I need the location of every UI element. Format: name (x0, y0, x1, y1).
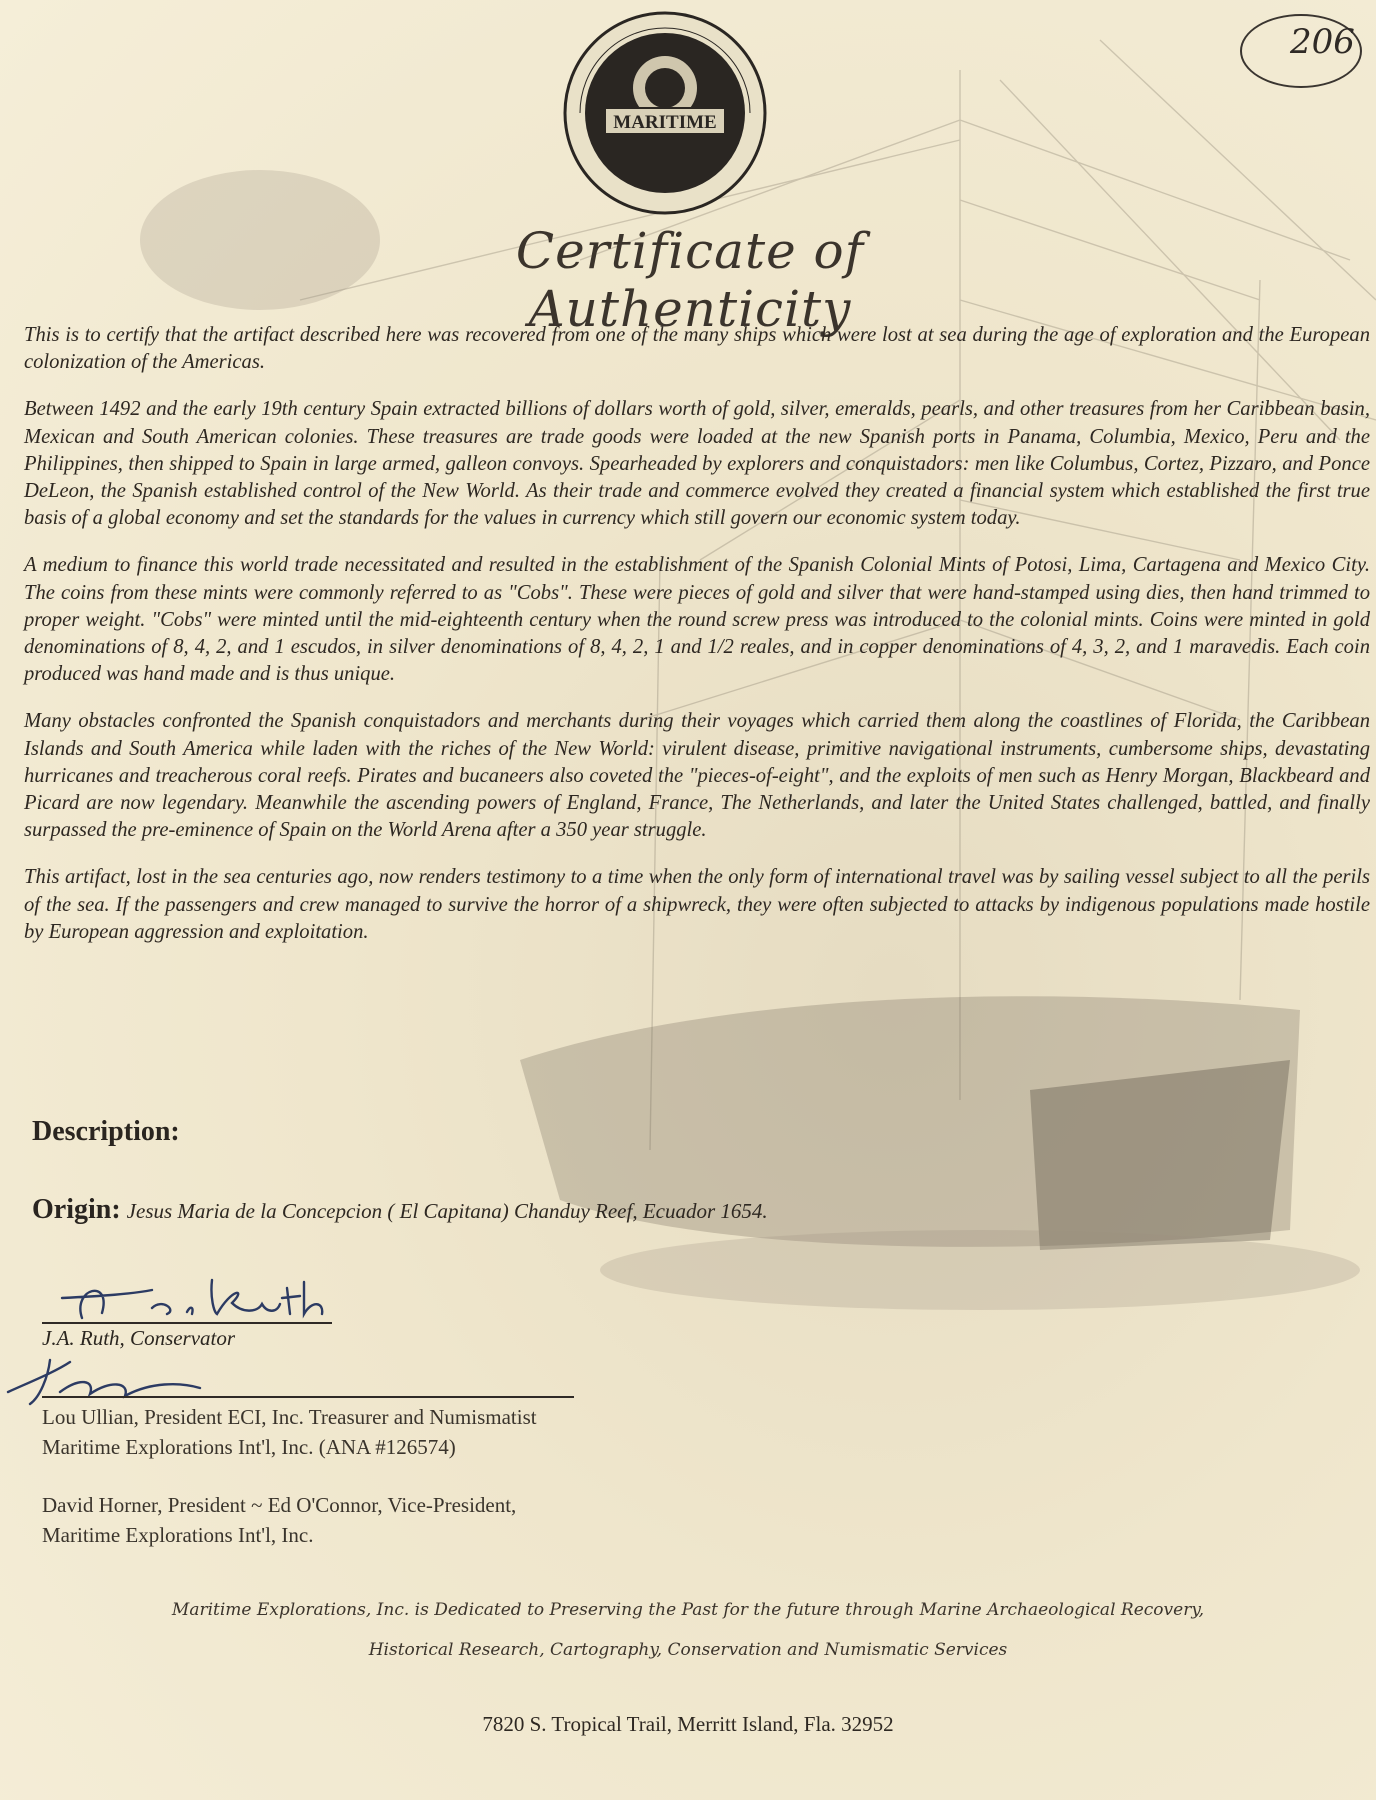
officers-block (42, 1490, 516, 1550)
signer-ullian-title: Lou Ullian, President ECI, Inc. Treasurer and Numismatist (42, 1405, 537, 1429)
signer-ullian-block (42, 1402, 537, 1462)
paragraph-mints: A medium to finance this world trade necessitated and resulted in the establishment of the Spanish Colonial Mints of Potosi, Lima, Cartagena and Mexico City. The coins from these mints were commonly referred to as "Cobs". These were pieces of gold and silver that were hand-stamped using dies, then hand trimmed to proper weight. "Cobs" were minted until the mid-eighteenth century when the round screw press was introduced to the colonial mints. Coins were minted in gold denominations of 8, 4, 2, and 1 escudos, in silver denominations of 8, 4, 2, 1 and 1/2 reales, and in copper denominations of 4, 3, 2, and 1 maravedis. Each coin produced was hand made and is thus unique. (24, 554, 1370, 686)
paragraph-history: Between 1492 and the early 19th century Spain extracted billions of dollars worth of gold, silver, emeralds, pearls, and other treasures from her Caribbean basin, Mexican and South American colonies. These treasures are trade goods were loaded at the new Spanish ports in Panama, Columbia, Mexico, Peru and the Philippines, then shipped to Spain in large armed, galleon convoys. Spearheaded by explorers and conquistadors: men like Columbus, Cortez, Pizzaro, and Ponce DeLeon, the Spanish established control of the New World. As their trade and commerce evolved they created a financial system which established the first true basis of a global economy and set the standards for the values in currency which still govern our economic system today. (24, 398, 1370, 530)
officers-names: David Horner, President ~ Ed O'Connor, Vice-President, (42, 1493, 517, 1517)
signature-line-ruth (42, 1322, 332, 1324)
document-number: 206 (1290, 22, 1355, 62)
footer-line-2: Historical Research, Cartography, Conservation and Numismatic Services (368, 1640, 1008, 1660)
origin-row (32, 1194, 768, 1226)
certificate-title: Certificate of Authenticity (515, 222, 865, 338)
paragraph-artifact: This artifact, lost in the sea centuries ago, now renders testimony to a time when the only form of international travel was by sailing vessel subject to all the perils of the sea. If the passengers and crew managed to survive the horror of a shipwreck, they were often subjected to attacks by indigenous populations made hostile by European aggression and exploitation. (24, 866, 1370, 943)
paragraph-intro: This is to certify that the artifact described here was recovered from one of the many ships which were lost at sea during the age of exploration and the European colonization of the Americas. (24, 324, 1370, 374)
signature-line-ullian (42, 1396, 574, 1398)
footer-line-1: Maritime Explorations, Inc. is Dedicated to Preserving the Past for the future through Marine Archaeological Recovery, (171, 1600, 1205, 1620)
officers-company: Maritime Explorations Int'l, Inc. (42, 1523, 314, 1547)
description-label: Description: (32, 1116, 180, 1147)
origin-label: Origin: (32, 1194, 121, 1225)
footer-mission (100, 1590, 1276, 1670)
origin-value: Jesus Maria de la Concepcion ( El Capitana) Chanduy Reef, Ecuador 1654. (126, 1199, 768, 1223)
paragraph-obstacles: Many obstacles confronted the Spanish conquistadors and merchants during their voyages which carried them along the coastlines of Florida, the Caribbean Islands and South America while laden with the riches of the New World: virulent disease, primitive navigational instruments, cumbersome ships, devastating hurricanes and treacherous coral reefs. Pirates and bucaneers also coveted the "pieces-of-eight", and the exploits of men such as Henry Morgan, Blackbeard and Picard are now legendary. Meanwhile the ascending powers of England, France, The Netherlands, and later the United States challenged, battled, and finally surpassed the pre-eminence of Spain on the World Arena after a 350 year struggle. (24, 710, 1370, 842)
certificate-body (24, 322, 1370, 966)
signature-ruth (42, 1268, 342, 1328)
svg-text:MARITIME: MARITIME (613, 112, 717, 133)
company-address: 7820 S. Tropical Trail, Merritt Island, Fla. 32952 (482, 1712, 894, 1736)
signer-ullian-company: Maritime Explorations Int'l, Inc. (ANA #126574) (42, 1435, 456, 1459)
signer-ruth-name: J.A. Ruth, Conservator (42, 1326, 236, 1350)
maritime-seal-logo (560, 8, 770, 218)
